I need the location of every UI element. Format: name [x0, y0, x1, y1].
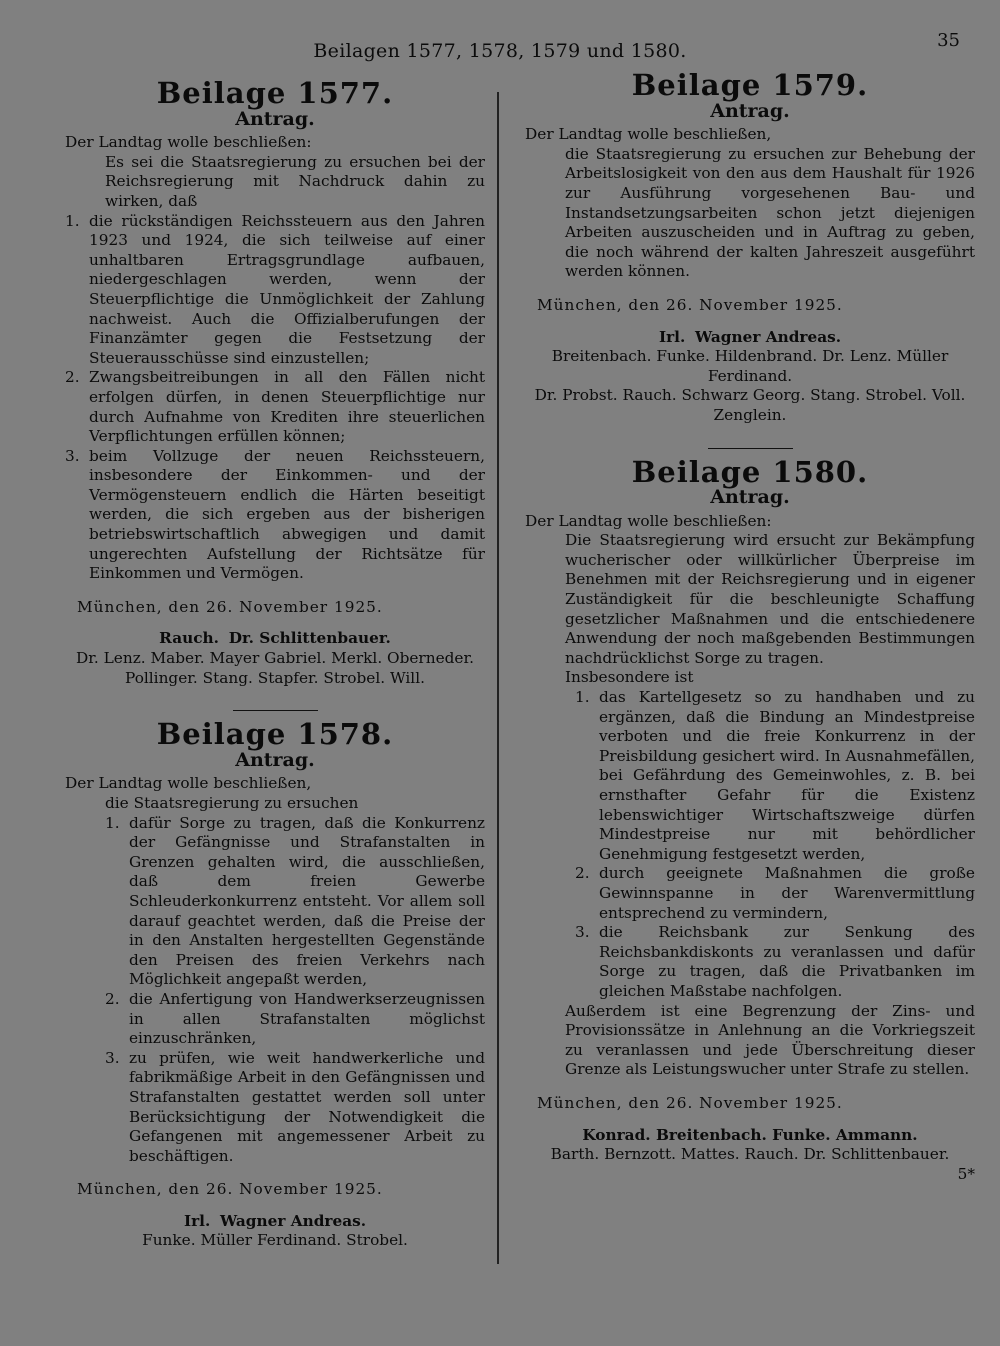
item-number: 3.	[105, 1048, 120, 1067]
item-number: 2.	[65, 368, 80, 387]
lead-text: Es sei die Staatsregierung zu ersuchen bei der Reichsregierung mit Nachdruck dahin zu wirken, daß	[105, 152, 485, 210]
antrag-heading: Antrag.	[235, 748, 315, 771]
signatories: Zenglein.	[713, 405, 787, 424]
item-text: durch geeignete Maßnahmen die große Gewinnspanne in der Warenvermittlung entsprechend zu vermindern,	[599, 864, 975, 922]
item-number: 1.	[105, 813, 120, 832]
signatories: Barth. Bernzott. Mattes. Rauch. Dr. Schlittenbauer.	[550, 1145, 950, 1164]
signatories: Pollinger. Stang. Stapfer. Strobel. Will.	[125, 668, 425, 687]
numbered-list	[65, 814, 485, 1167]
beilage-1578-title: Beilage 1578.	[156, 717, 394, 752]
numbered-list	[65, 212, 485, 584]
signatories	[525, 328, 975, 348]
item-text: die rückständigen Reichssteuern aus den Jahren 1923 und 1924, die sich teilweise auf einer unhaltbaren Ertragsgrundlage aufbauen, niedergeschlagen werden, wenn der Steuerpflichtige die Unmöglichkeit der Zahlung nachweist. Auch die Offizialberufungen der Finanzämter gegen die Festsetzung der Steuerausschüsse sind einzustellen;	[89, 211, 485, 367]
list-item	[65, 368, 485, 446]
antrag-heading: Antrag.	[710, 486, 790, 509]
item-number: 1.	[65, 211, 80, 230]
signatory: Dr. Schlittenbauer.	[228, 629, 391, 648]
list-item	[575, 864, 975, 923]
signatory: Irl.	[183, 1211, 211, 1230]
section-rule	[708, 448, 793, 449]
beilage-1577-title: Beilage 1577.	[156, 76, 394, 110]
lead-text: die Staatsregierung zu ersuchen	[105, 794, 359, 812]
signatories	[65, 629, 485, 649]
date-line: München, den 26. November 1925.	[77, 597, 383, 616]
intro-text: Der Landtag wolle beschließen:	[525, 511, 772, 530]
signatories: Funke. Müller Ferdinand. Strobel.	[142, 1231, 408, 1250]
lead-text: Die Staatsregierung wird ersucht zur Bekämpfung wucherischer oder willkürlicher Überpreise im Benehmen mit der Reichsregierung und in eigener Zuständigkeit für die beschleunigte Schaffung gesetzlicher Maßnahmen und die entschiedenere Anwendung der noch maßgebenden Bestimmungen nachdrücklichst Sorge zu tragen.	[565, 531, 975, 667]
item-number: 1.	[575, 688, 590, 707]
intro-text: Der Landtag wolle beschließen:	[65, 133, 312, 152]
date-line: München, den 26. November 1925.	[77, 1180, 383, 1199]
item-text: dafür Sorge zu tragen, daß die Konkurrenz der Gefängnisse und Strafanstalten in Grenzen gehalten wird, die ausschließen, daß dem freien Gewerbe Schleuderkonkurrenz entsteht. Vor allem soll darauf geachtet werden, daß die Preise der in den Anstalten hergestellten Gegenstände den Preisen des freien Verkehrs nach Möglichkeit angepaßt werden,	[129, 813, 485, 989]
list-item	[65, 212, 485, 369]
signatory: Konrad. Breitenbach. Funke. Ammann.	[582, 1125, 918, 1144]
beilage-1580-title: Beilage 1580.	[631, 454, 869, 489]
item-text: beim Vollzuge der neuen Reichssteuern, insbesondere der Einkommen- und der Vermögensteuern endlich die Härten beseitigt werden, die sich ergeben aus der bisherigen betriebswirtschaftlich abwegigen und damit ungerechten Aufstellung der Richtsätze für Einkommen und Vermögen.	[89, 446, 485, 583]
list-item	[105, 1049, 485, 1167]
item-text: das Kartellgesetz so zu handhaben und zu ergänzen, daß die Bindung an Mindestpreise verboten und die freie Konkurrenz in der Preisbildung gesichert wird. In Ausnahmefällen, bei Gefährdung des Gemeinwohles, z. B. bei ernsthafter Gefahr für die Existenz lebenswichtiger Wirtschaftszweige dürfen Mindestpreise nur mit behördlicher Genehmigung festgesetzt werden,	[599, 688, 975, 863]
item-text: Zwangsbeitreibungen in all den Fällen nicht erfolgen dürfen, in denen Steuerpflichtige nur durch Aufnahme von Krediten ihre steuerlichen Verpflichtungen erfüllen können;	[89, 368, 485, 446]
date-line: München, den 26. November 1925.	[537, 1093, 843, 1112]
signatory: Wagner Andreas.	[695, 327, 842, 346]
right-column	[525, 68, 975, 1184]
beilage-1579-title: Beilage 1579.	[631, 68, 869, 102]
date-line: München, den 26. November 1925.	[537, 295, 843, 314]
list-item	[575, 688, 975, 864]
item-number: 2.	[105, 989, 120, 1008]
signatories	[65, 1212, 485, 1232]
list-item	[105, 814, 485, 990]
numbered-list	[525, 688, 975, 1002]
running-title: Beilagen 1577, 1578, 1579 und 1580.	[313, 40, 687, 62]
intro-text: Der Landtag wolle beschließen,	[525, 125, 772, 144]
item-text: die Reichsbank zur Senkung des Reichsbankdiskonts zu veranlassen und dafür Sorge zu tragen, daß die Privatbanken im gleichen Maßstabe nachfolgen.	[599, 923, 975, 1000]
item-text: zu prüfen, wie weit handwerkerliche und fabrikmäßige Arbeit in den Gefängnissen und Strafanstalten gestattet werden soll unter Berücksichtigung der Notwendigkeit die Gefangenen mit angemessener Arbeit zu beschäftigen.	[129, 1048, 485, 1165]
item-text: die Anfertigung von Handwerkserzeugnissen in allen Strafanstalten möglichst einzuschränken,	[129, 989, 485, 1048]
item-number: 3.	[65, 446, 80, 465]
intro-text: Der Landtag wolle beschließen,	[65, 774, 312, 793]
signatories: Dr. Probst. Rauch. Schwarz Georg. Stang. Strobel. Voll.	[534, 386, 966, 405]
lead-text: die Staatsregierung zu ersuchen zur Behebung der Arbeitslosigkeit von den aus dem Haushalt für 1926 zur Ausführung vorgesehenen Bau- und Instandsetzungsarbeiten schon jetzt diejenigen Arbeiten auszuscheiden und in Auftrag zu geben, die noch während der kalten Jahreszeit ausgeführt werden können.	[565, 144, 975, 281]
antrag-heading: Antrag.	[710, 99, 790, 122]
left-column	[65, 76, 485, 1251]
signatory: Irl.	[658, 327, 686, 346]
list-item	[575, 923, 975, 1001]
section-rule	[233, 710, 318, 711]
list-item	[65, 447, 485, 584]
closing-paragraph: Außerdem ist eine Begrenzung der Zins- und Provisionssätze in Anlehnung an die Vorkriegszeit zu veranlassen und jede Überschreitung dieser Grenze als Leistungswucher unter Strafe zu stellen.	[565, 1001, 975, 1079]
signatory: Rauch.	[159, 629, 219, 648]
item-number: 2.	[575, 864, 590, 883]
antrag-heading: Antrag.	[235, 107, 315, 130]
list-item	[105, 990, 485, 1049]
sub-intro: Insbesondere ist	[565, 668, 694, 687]
page-number: 35	[937, 30, 960, 51]
signatories: Dr. Lenz. Maber. Mayer Gabriel. Merkl. Oberneder.	[76, 649, 474, 668]
signatories	[525, 1126, 975, 1146]
item-number: 3.	[575, 923, 590, 942]
signatory: Wagner Andreas.	[220, 1211, 367, 1230]
footer-mark: 5*	[957, 1164, 975, 1183]
signatories: Breitenbach. Funke. Hildenbrand. Dr. Lenz. Müller Ferdinand.	[551, 347, 949, 385]
column-divider	[497, 92, 499, 1264]
